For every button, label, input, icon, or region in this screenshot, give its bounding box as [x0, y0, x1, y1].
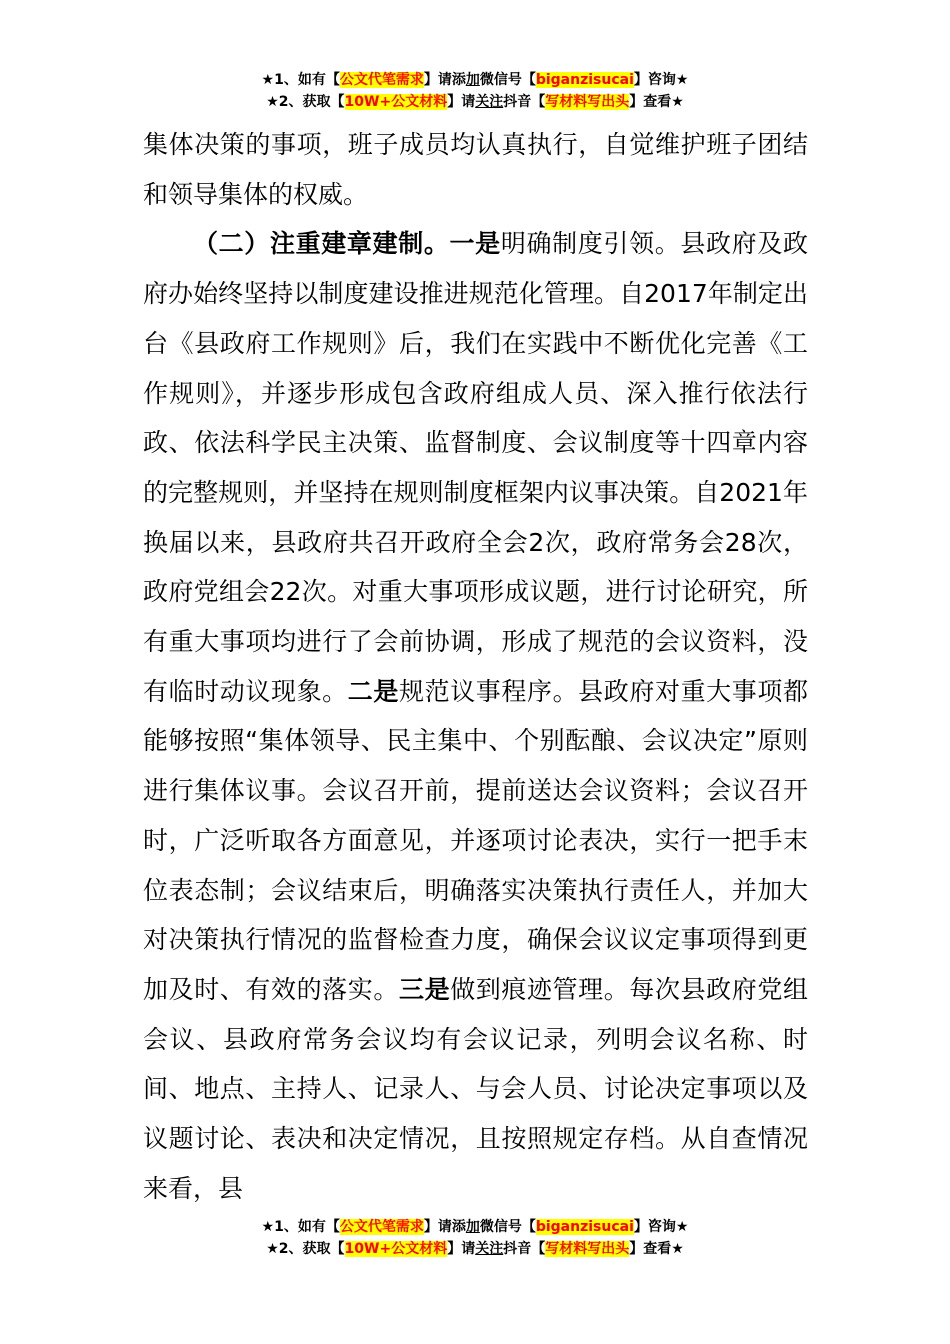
highlight-tag: 公文代笔需求 — [339, 72, 424, 88]
point-text: 规范议事程序。县政府对重大事项都能够按照“集体领导、民主集中、个别酝酿、会议决定”原则进行集体议事。会议召开前，提前送达会议资料；会议召开时，广泛听取各方面意见，并逐项讨论表决，实行一把手末位表态制；会议结束后，明确落实决策执行责任人，并加大对决策执行情况的监督检查力度，确保会议议定事项得到更加及时、有效的落实。 — [143, 676, 808, 1004]
highlight-tag: biganzisucai — [535, 72, 634, 88]
footer-banner — [0, 1216, 950, 1260]
point-label: 三是 — [398, 974, 451, 1004]
point-label: 二是 — [347, 676, 399, 706]
document-body — [143, 120, 808, 1213]
paragraph: 集体决策的事项，班子成员均认真执行，自觉维护班子团结和领导集体的权威。 — [143, 130, 808, 209]
section-heading: （二）注重建章建制。 — [193, 229, 450, 259]
paragraph — [143, 219, 808, 1213]
point-text: 做到痕迹管理。每次县政府党组会议、县政府常务会议均有会议记录，列明会议名称、时间、地点、主持人、记录人、与会人员、讨论决定事项以及议题讨论、表决和决定情况，且按照规定存档。从自查情况来看，县 — [143, 974, 808, 1203]
banner-line-2: ★2、获取【10W+公文材料】请关注抖音【写材料写出头】查看★ — [266, 1241, 684, 1257]
star-icon: ★ — [261, 72, 275, 88]
header-banner — [0, 69, 950, 113]
banner-line-1: ★1、如有【公文代笔需求】请添加微信号【biganzisucai】咨询★ — [261, 1219, 689, 1235]
highlight-tag: 10W+公文材料 — [344, 94, 448, 110]
star-icon: ★ — [266, 1241, 279, 1257]
highlight-tag: 公文代笔需求 — [339, 1219, 424, 1235]
point-text: 明确制度引领。县政府及政府办始终坚持以制度建设推进规范化管理。自2017年制定出台《县政府工作规则》后，我们在实践中不断优化完善《工作规则》，并逐步形成包含政府组成人员、深入推行依法行政、依法科学民主决策、监督制度、会议制度等十四章内容的完整规则，并坚持在规则制度框架内议事决策。自2021年换届以来，县政府共召开政府全会2次，政府常务会28次，政府党组会22次。对重大事项形成议题，进行讨论研究，所有重大事项均进行了会前协调，形成了规范的会议资料，没有临时动议现象。 — [143, 229, 808, 706]
banner-line-2: ★2、获取【10W+公文材料】请关注抖音【写材料写出头】查看★ — [266, 94, 684, 110]
banner-line-1: ★1、如有【公文代笔需求】请添加微信号【biganzisucai】咨询★ — [261, 72, 689, 88]
highlight-tag: 写材料写出头 — [545, 1241, 630, 1257]
highlight-tag: 写材料写出头 — [545, 94, 630, 110]
star-icon: ★ — [261, 1219, 275, 1235]
highlight-tag: biganzisucai — [535, 1219, 634, 1235]
point-label: 一是 — [449, 229, 501, 259]
star-icon: ★ — [266, 94, 279, 110]
highlight-tag: 10W+公文材料 — [344, 1241, 448, 1257]
